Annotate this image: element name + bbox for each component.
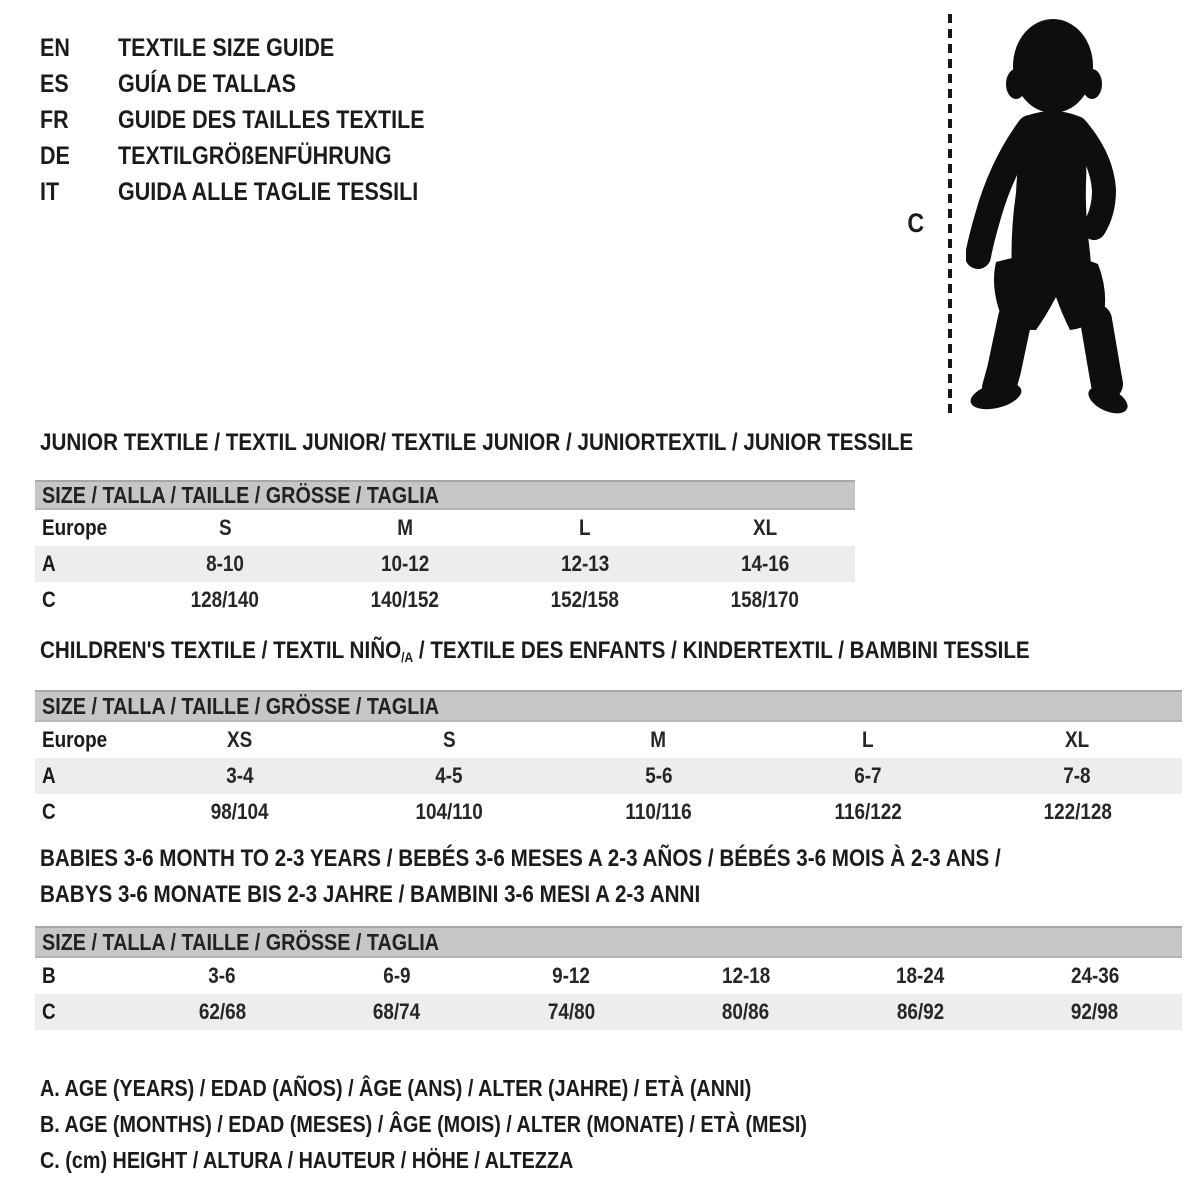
- legend-line-b: B. AGE (MONTHS) / EDAD (MESES) / ÂGE (MOIS) / ALTER (MONATE) / ETÀ (MESI): [40, 1110, 807, 1137]
- row-label-a: A: [42, 763, 56, 788]
- lang-code-fr: FR: [40, 105, 69, 134]
- babies-size-table: [35, 926, 1182, 1030]
- lang-row-de: [40, 138, 475, 174]
- height-measure-label-c: C: [907, 208, 925, 238]
- lang-code-en: EN: [40, 33, 70, 62]
- lang-code-it: IT: [40, 177, 60, 206]
- row-label-c: C: [42, 799, 56, 824]
- lang-row-it: [40, 174, 475, 210]
- table-row: Europe S M L XL: [42, 515, 778, 540]
- lang-code-es: ES: [40, 69, 69, 98]
- lang-label-fr: GUIDE DES TAILLES TEXTILE: [118, 105, 425, 134]
- legend-line-a: A. AGE (YEARS) / EDAD (AÑOS) / ÂGE (ANS) / ALTER (JAHRE) / ETÀ (ANNI): [40, 1074, 752, 1101]
- lang-row-es: [40, 66, 475, 102]
- title-subscript: /A: [401, 649, 414, 666]
- lang-label-en: TEXTILE SIZE GUIDE: [118, 33, 335, 62]
- table-row: Europe XS S M L XL: [42, 727, 1090, 752]
- table-row: A 3-4 4-5 5-6 6-7 7-8: [35, 758, 1182, 794]
- measurement-legend: [40, 1070, 932, 1178]
- table-row: C 98/104 104/110 110/116 116/122 122/128: [42, 799, 1112, 824]
- table-row: C 128/140 140/152 152/158 158/170: [42, 587, 800, 612]
- babies-section-title-line1: BABIES 3-6 MONTH TO 2-3 YEARS / BEBÉS 3-6 MESES A 2-3 AÑOS / BÉBÉS 3-6 MOIS À 2-3 ANS /: [40, 845, 1001, 872]
- table-row: A 8-10 10-12 12-13 14-16: [35, 546, 855, 582]
- table-row: B 3-6 6-9 9-12 12-18 18-24 24-36: [42, 963, 1119, 988]
- children-table-header: SIZE / TALLA / TAILLE / GRÖSSE / TAGLIA: [35, 690, 1182, 722]
- babies-table-header: SIZE / TALLA / TAILLE / GRÖSSE / TAGLIA: [35, 926, 1182, 958]
- toddler-silhouette-image: [966, 18, 1138, 418]
- junior-size-table: [35, 480, 855, 618]
- language-title-block: [40, 30, 475, 210]
- toddler-silhouette-svg: [966, 18, 1138, 418]
- row-label-europe: Europe: [42, 515, 108, 540]
- row-label-a: A: [42, 551, 56, 576]
- height-dashed-line: [948, 14, 952, 416]
- table-row: C 62/68 68/74 74/80 80/86 86/92 92/98: [35, 994, 1182, 1030]
- row-label-europe: Europe: [42, 727, 108, 752]
- lang-code-de: DE: [40, 141, 70, 170]
- children-size-table: [35, 690, 1182, 830]
- lang-label-es: GUÍA DE TALLAS: [118, 69, 296, 98]
- babies-section-title-line2: BABYS 3-6 MONATE BIS 2-3 JAHRE / BAMBINI 3-6 MESI A 2-3 ANNI: [40, 881, 701, 908]
- junior-section-title: JUNIOR TEXTILE / TEXTIL JUNIOR/ TEXTILE JUNIOR / JUNIORTEXTIL / JUNIOR TESSILE: [40, 429, 914, 456]
- children-section-title: CHILDREN'S TEXTILE / TEXTIL $NIÑO_{/A}$ / TEXTILE DES ENFANTS / KINDERTEXTIL / BAMBINI TESSILE: [40, 637, 1030, 666]
- row-label-b: B: [42, 963, 56, 988]
- lang-row-en: [40, 30, 475, 66]
- junior-table-header: SIZE / TALLA / TAILLE / GRÖSSE / TAGLIA: [35, 480, 855, 510]
- row-label-c: C: [42, 999, 56, 1024]
- legend-line-c: C. (cm) HEIGHT / ALTURA / HAUTEUR / HÖHE / ALTEZZA: [40, 1146, 574, 1173]
- lang-label-de: TEXTILGRÖßENFÜHRUNG: [118, 141, 392, 170]
- lang-label-it: GUIDA ALLE TAGLIE TESSILI: [118, 177, 419, 206]
- lang-row-fr: [40, 102, 475, 138]
- row-label-c: C: [42, 587, 56, 612]
